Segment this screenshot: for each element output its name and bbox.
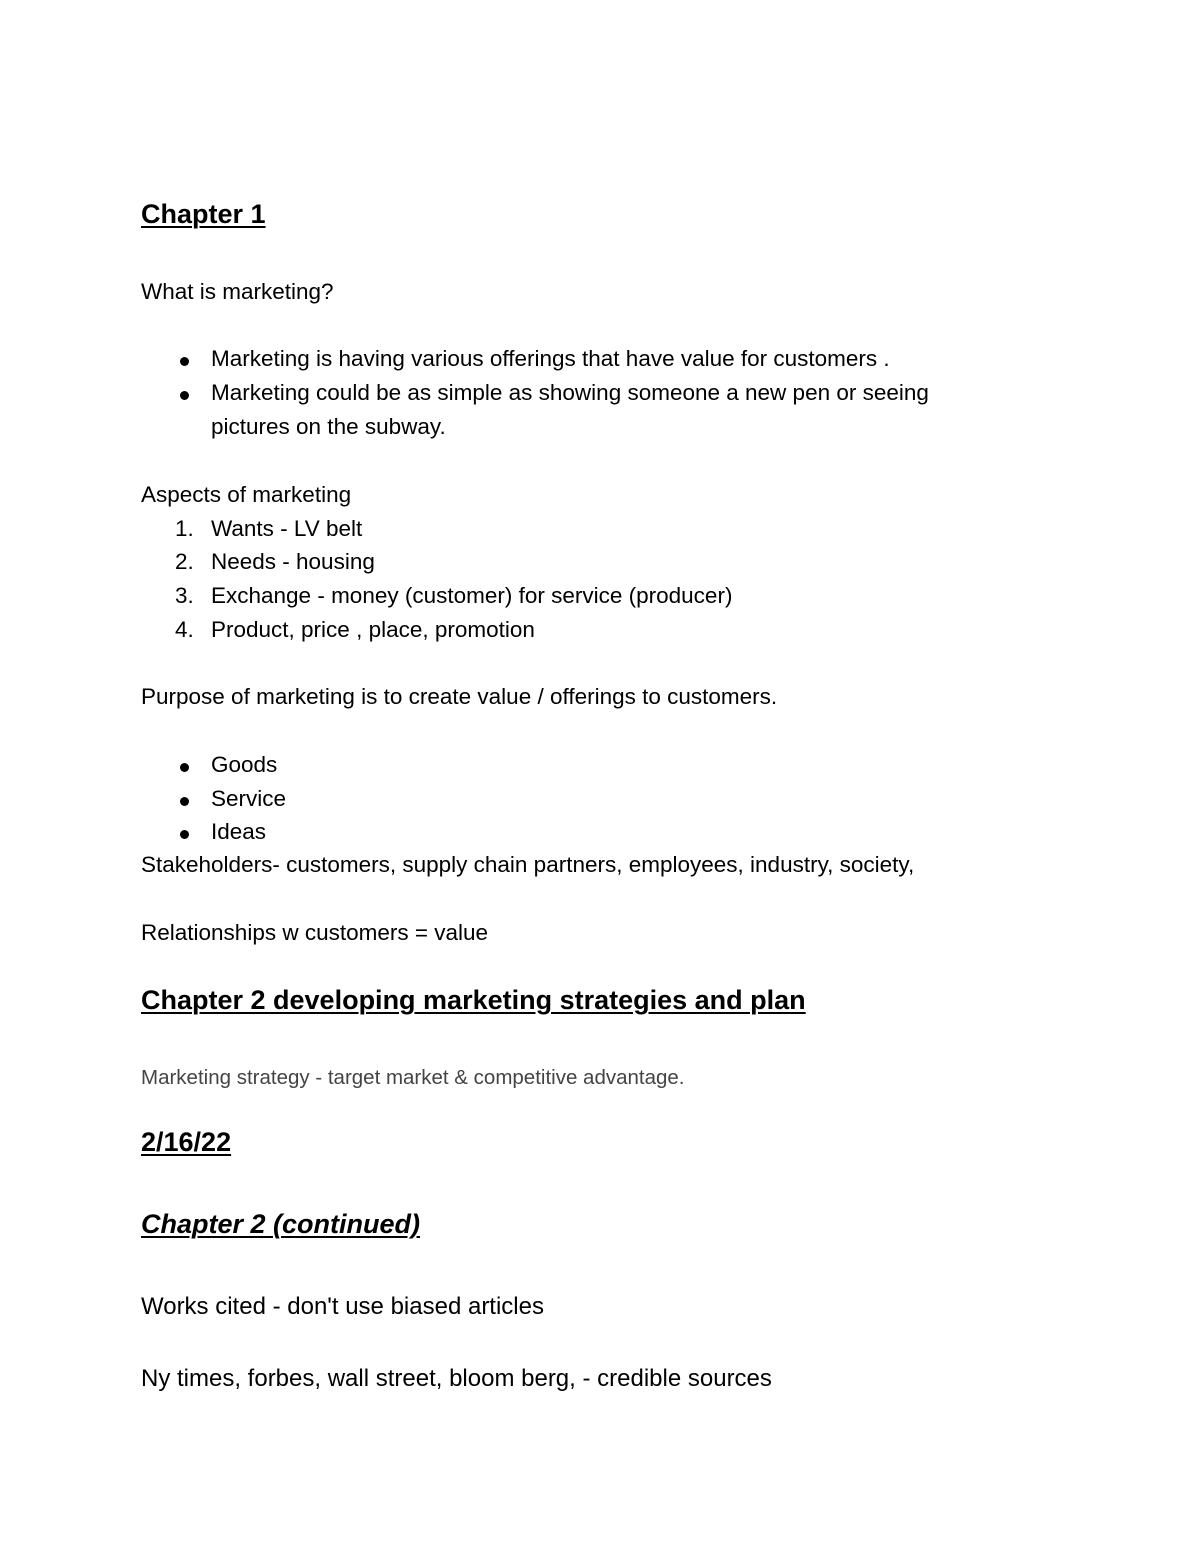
bullet-icon — [180, 763, 189, 772]
bullet-icon — [180, 797, 189, 806]
chapter-2-continued-heading: Chapter 2 (continued) — [141, 1209, 421, 1239]
list-item — [0, 380, 1200, 444]
list-item-text: Wants - LV belt — [211, 516, 363, 541]
list-number: 2. — [175, 549, 194, 574]
list-item-text: Needs - housing — [211, 549, 375, 574]
chapter-2-heading: Chapter 2 developing marketing strategies and plan — [141, 985, 806, 1015]
list-item-text: Ideas — [211, 819, 267, 844]
credible-sources-line: Ny times, forbes, wall street, bloom berg, - credible sources — [141, 1365, 772, 1392]
list-item-text: Service — [211, 786, 287, 811]
list-item — [0, 516, 1200, 546]
purpose-statement: Purpose of marketing is to create value / offerings to customers. — [141, 684, 778, 709]
bullet-icon — [180, 830, 189, 839]
list-item — [0, 819, 1200, 849]
list-item — [0, 346, 1200, 376]
marketing-strategy-line: Marketing strategy - target market & competitive advantage. — [141, 1066, 685, 1089]
date-heading: 2/16/22 — [141, 1127, 232, 1157]
list-item — [0, 752, 1200, 782]
list-item-text-continued: pictures on the subway. — [211, 414, 446, 439]
list-item-text: Exchange - money (customer) for service (producer) — [211, 583, 733, 608]
works-cited-line: Works cited - don't use biased articles — [141, 1293, 544, 1320]
list-item-text: Marketing is having various offerings that have value for customers . — [211, 346, 890, 371]
list-item-text: Product, price , place, promotion — [211, 617, 535, 642]
chapter-1-heading: Chapter 1 — [141, 199, 266, 229]
bullet-icon — [180, 391, 189, 400]
list-item-text: Marketing could be as simple as showing someone a new pen or seeing — [211, 380, 929, 405]
list-item — [0, 549, 1200, 579]
stakeholders-line: Stakeholders- customers, supply chain partners, employees, industry, society, — [141, 852, 915, 877]
list-item — [0, 786, 1200, 816]
what-is-marketing-question: What is marketing? — [141, 279, 334, 304]
list-number: 1. — [175, 516, 194, 541]
aspects-heading: Aspects of marketing — [141, 482, 352, 507]
list-number: 4. — [175, 617, 194, 642]
bullet-icon — [180, 357, 189, 366]
list-item — [0, 617, 1200, 647]
list-item-text: Goods — [211, 752, 278, 777]
relationships-line: Relationships w customers = value — [141, 920, 489, 945]
list-number: 3. — [175, 583, 194, 608]
list-item — [0, 583, 1200, 613]
